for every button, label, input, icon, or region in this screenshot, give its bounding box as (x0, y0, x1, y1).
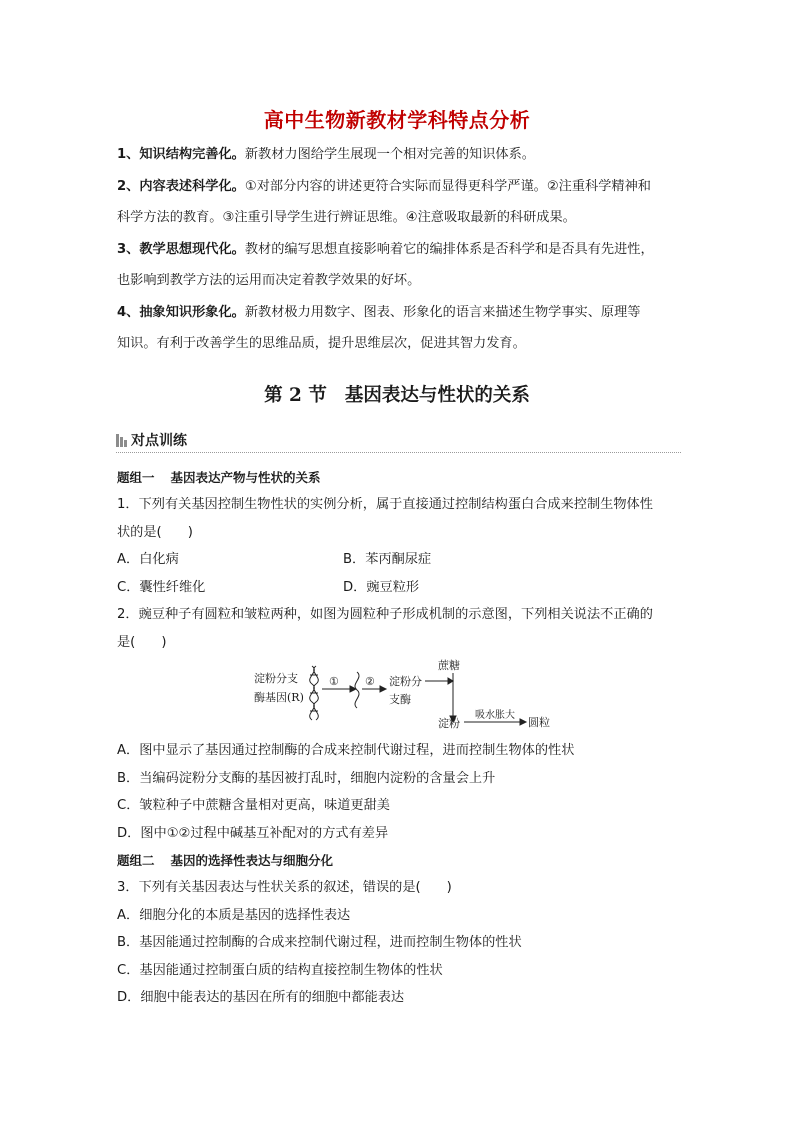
diagram-step1: ① (329, 675, 339, 688)
q1-stem-close: ) (187, 524, 193, 540)
q2-option-b: B．当编码淀粉分支酶的基因被打乱时，细胞内淀粉的含量会上升 (117, 770, 496, 786)
intro-point-lead: 3、教学思想现代化。 (117, 241, 245, 257)
q1-stem-text: 状的是( (117, 524, 162, 540)
q3-option-c: C．基因能通过控制蛋白质的结构直接控制生物体的性状 (117, 962, 443, 978)
question-block-1 (117, 464, 682, 656)
group-title: 基因的选择性表达与细胞分化 (170, 853, 334, 868)
intro-point-3-cont: 也影响到教学方法的运用而决定着教学效果的好坏。 (117, 273, 421, 288)
intro-point-lead: 4、抽象知识形象化。 (117, 304, 245, 320)
q2-stem-line1: 2．豌豆种子有圆粒和皱粒两种，如图为圆粒种子形成机制的示意图，下列相关说法不正确的 (117, 607, 653, 622)
diagram-starch: 淀粉 (438, 717, 460, 730)
drill-divider (116, 452, 681, 453)
intro-point-text: 教材的编写思想直接影响着它的编排体系是否科学和是否具有先进性， (244, 241, 654, 257)
question-block-2 (117, 737, 682, 1012)
q2-option-d: D．图中①②过程中碱基互补配对的方式有差异 (117, 825, 389, 841)
intro-point-lead: 1、知识结构完善化。 (117, 147, 245, 162)
q1-option-c: C．囊性纤维化 (117, 579, 206, 595)
q1-options-row2 (117, 574, 682, 602)
diagram-gene-line1: 淀粉分支 (254, 672, 298, 685)
intro-point-4-cont: 知识。有利于改善学生的思维品质，提升思维层次，促进其智力发育。 (117, 336, 526, 351)
q3-stem-text: 3．下列有关基因表达与性状关系的叙述，错误的是( (117, 880, 421, 895)
q3-stem-close: ) (446, 880, 452, 895)
intro-point-2 (117, 171, 682, 203)
q1-option-a: A．白化病 (117, 552, 179, 567)
diagram-absorb: 吸水胀大 (475, 710, 515, 721)
drill-marker-icon (116, 434, 127, 447)
diagram-round: 圆粒 (528, 716, 550, 729)
q1-stem-line1: 1．下列有关基因控制生物性状的实例分析，属于直接通过控制结构蛋白合成来控制生物体性 (117, 497, 653, 512)
intro-section (117, 139, 682, 360)
diagram-enzyme-line2: 支酶 (389, 693, 411, 706)
group-label: 题组一 (117, 470, 155, 485)
q2-stem-line2 (117, 629, 682, 657)
page-title: 高中生物新教材学科特点分析 (263, 108, 531, 132)
section-name: 基因表达与性状的关系 (344, 385, 530, 406)
group-heading-2 (117, 847, 682, 874)
diagram-gene-line2: 酶基因(R) (254, 691, 304, 704)
q2-stem-text: 是( (117, 634, 136, 650)
q2-option-c: C．皱粒种子中蔗糖含量相对更高，味道更甜美 (117, 798, 390, 813)
q3-option-b: B．基因能通过控制酶的合成来控制代谢过程，进而控制生物体的性状 (117, 935, 522, 950)
q3-option-d: D．细胞中能表达的基因在所有的细胞中都能表达 (117, 990, 405, 1005)
diagram-step2: ② (365, 675, 375, 688)
section-title (0, 381, 794, 407)
dna-helix-icon (310, 666, 319, 720)
drill-header (116, 430, 676, 454)
q3-stem (117, 874, 682, 902)
group-label: 题组二 (117, 853, 155, 868)
mrna-icon (355, 672, 359, 708)
intro-point-4 (117, 297, 682, 329)
seed-formation-diagram (250, 656, 550, 734)
intro-point-3 (117, 234, 682, 266)
q2-stem-close: ) (161, 634, 167, 650)
intro-point-1 (117, 139, 682, 171)
intro-point-text: ①对部分内容的讲述更符合实际而显得更科学严谨。②注重科学精神和 (244, 178, 651, 194)
diagram-sucrose: 蔗糖 (438, 659, 460, 672)
group-title: 基因表达产物与性状的关系 (170, 470, 321, 485)
q2-option-a: A．图中显示了基因通过控制酶的合成来控制代谢过程，进而控制生物体的性状 (117, 743, 575, 758)
section-number: 第 2 节 (264, 385, 327, 406)
intro-point-text: 新教材力图给学生展现一个相对完善的知识体系。 (244, 147, 535, 162)
q1-option-d: D．豌豆粒形 (343, 579, 420, 595)
group-heading-1 (117, 464, 682, 491)
diagram-enzyme-line1: 淀粉分 (389, 675, 422, 688)
intro-point-lead: 2、内容表述科学化。 (117, 178, 245, 194)
intro-point-text: 新教材极力用数字、图表、形象化的语言来描述生物学事实、原理等 (244, 304, 641, 320)
q1-stem-line2 (117, 519, 682, 547)
enzyme-arrow-icon (425, 678, 453, 684)
q3-option-a: A．细胞分化的本质是基因的选择性表达 (117, 907, 351, 923)
q1-option-b: B．苯丙酮尿症 (343, 552, 432, 567)
arrow-1-icon (322, 686, 356, 692)
q1-options-row1 (117, 546, 682, 574)
intro-point-2-cont: 科学方法的教育。③注重引导学生进行辨证思维。④注意吸取最新的科研成果。 (117, 210, 576, 225)
drill-label: 对点训练 (131, 433, 187, 449)
